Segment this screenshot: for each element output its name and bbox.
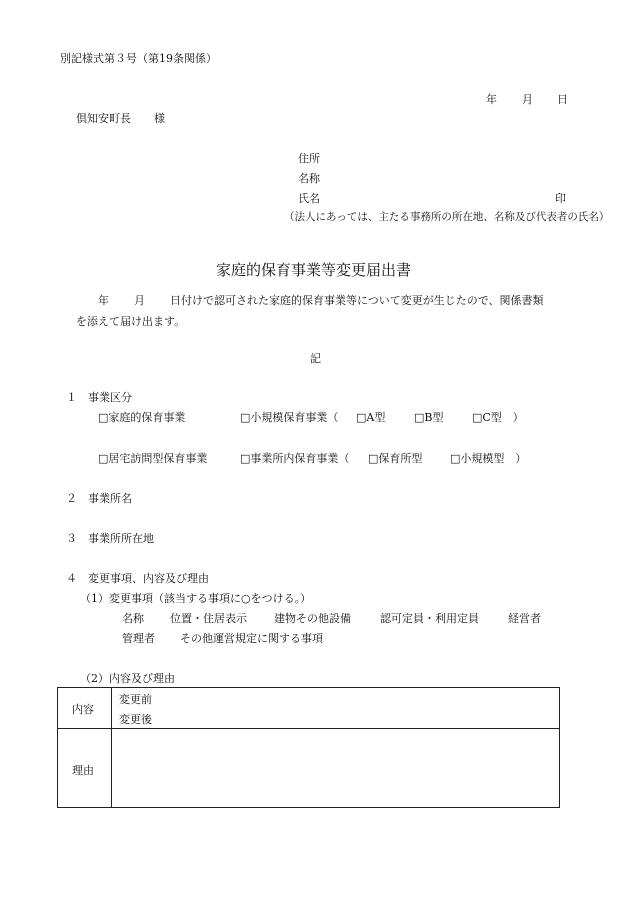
change-item-other: その他運営規定に関する事項 <box>180 632 323 645</box>
date-month: 月 <box>522 93 533 106</box>
checkbox-type-c[interactable]: □C型 ） <box>472 411 524 424</box>
section4-heading: ４ 変更事項、内容及び理由 <box>66 572 209 585</box>
body-month: 月 <box>134 294 145 307</box>
change-item-building: 建物その他設備 <box>274 612 351 625</box>
reason-label: 理由 <box>72 764 94 777</box>
addressee-name: 倶知安町長 <box>76 112 131 125</box>
table-divider-horizontal <box>58 728 559 729</box>
name-label: 名称 <box>298 172 320 185</box>
body-line1: 日付けで認可された家庭的保育事業等について変更が生じたので、関係書類 <box>170 294 544 307</box>
change-item-location: 位置・住居表示 <box>170 612 247 625</box>
change-item-name: 名称 <box>122 612 144 625</box>
checkbox-jigyoshonai[interactable]: □事業所内保育事業（ <box>240 452 350 465</box>
addressee-honorific: 様 <box>154 112 165 125</box>
checkbox-shokibo[interactable]: □小規模保育事業（ <box>240 411 339 424</box>
form-id: 別記様式第３号（第19条関係） <box>60 52 217 65</box>
after-label: 変更後 <box>119 713 152 726</box>
change-item-capacity: 認可定員・利用定員 <box>380 612 479 625</box>
page-title: 家庭的保育事業等変更届出書 <box>216 261 412 279</box>
applicant-note: （法人にあっては、主たる事務所の所在地、名称及び代表者の氏名） <box>284 211 610 223</box>
before-label: 変更前 <box>119 693 152 706</box>
seal-mark: 印 <box>555 192 566 205</box>
section4-sub1: （1）変更事項（該当する事項に○をつける。） <box>80 592 312 605</box>
checkbox-katei[interactable]: □家庭的保育事業 <box>98 411 186 424</box>
content-label: 内容 <box>72 703 94 716</box>
address-label: 住所 <box>298 152 320 165</box>
body-line2: を添えて届け出ます。 <box>76 315 186 328</box>
date-day: 日 <box>557 93 568 106</box>
section3-heading: ３ 事業所所在地 <box>66 532 154 545</box>
section1-heading: １ 事業区分 <box>66 391 132 404</box>
checkbox-hoikusho[interactable]: □保育所型 <box>368 452 423 465</box>
checkbox-type-a[interactable]: □A型 <box>356 411 386 424</box>
content-reason-table <box>57 687 560 808</box>
checkbox-shokibo-gata[interactable]: □小規模型 ） <box>450 452 527 465</box>
section2-heading: ２ 事業所名 <box>66 492 132 505</box>
ki-label: 記 <box>310 352 321 365</box>
checkbox-type-b[interactable]: □B型 <box>414 411 444 424</box>
checkbox-kyotaku[interactable]: □居宅訪問型保育事業 <box>98 452 208 465</box>
body-year: 年 <box>98 294 109 307</box>
section4-sub2: （2）内容及び理由 <box>80 672 175 685</box>
person-label: 氏名 <box>298 192 320 205</box>
table-divider-vertical <box>111 688 112 807</box>
change-item-operator: 経営者 <box>508 612 541 625</box>
change-item-manager: 管理者 <box>122 632 155 645</box>
date-year: 年 <box>486 93 497 106</box>
